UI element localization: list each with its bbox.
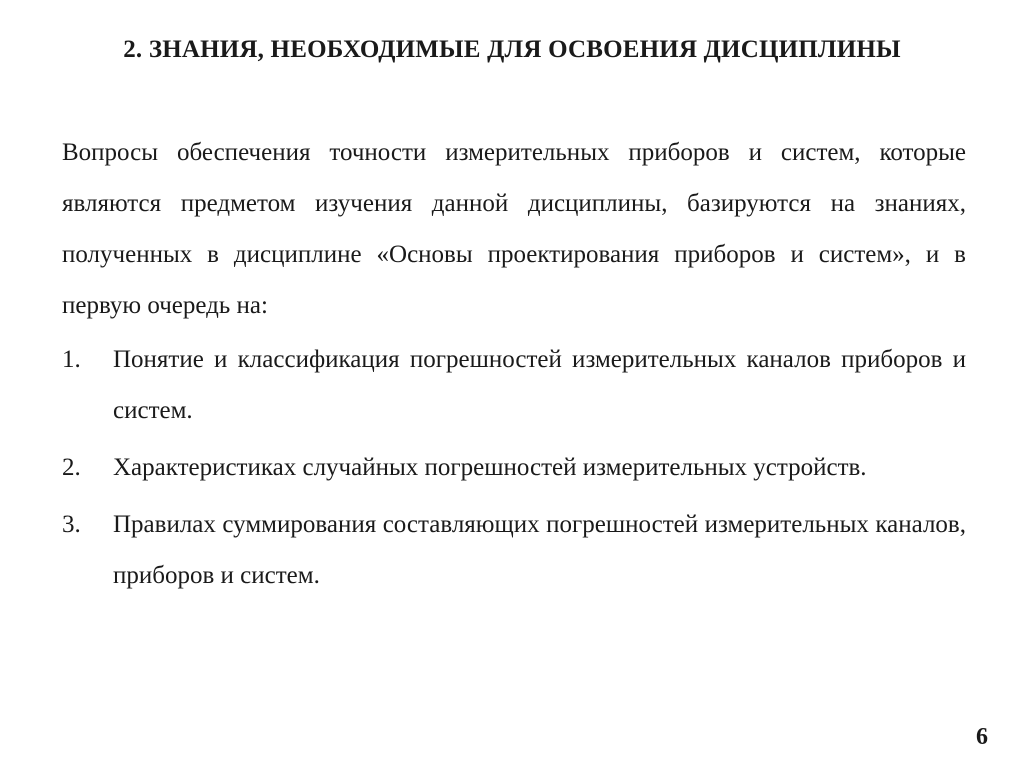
- page-number: 6: [976, 724, 988, 750]
- list-item-number: 3.: [62, 511, 81, 538]
- list-item: [62, 499, 966, 601]
- list-item-number: 2.: [62, 454, 81, 481]
- list-item-text: Понятие и классификация погрешностей измерительных каналов приборов и систем.: [113, 346, 966, 424]
- list-item-text: Правилах суммирования составляющих погрешностей измерительных каналов, приборов и систем.: [113, 511, 966, 589]
- knowledge-list: [62, 334, 966, 607]
- list-item: [62, 442, 966, 493]
- list-item: [62, 334, 966, 436]
- list-item-number: 1.: [62, 346, 81, 373]
- list-item-text: Характеристиках случайных погрешностей измерительных устройств.: [113, 454, 867, 481]
- intro-paragraph: Вопросы обеспечения точности измерительных приборов и систем, которые являются предметом изучения данной дисциплины, базируются на знаниях, полученных в дисциплине «Основы проектирования приборов и систем», и в первую очередь на:: [62, 139, 966, 319]
- slide-title: 2. ЗНАНИЯ, НЕОБХОДИМЫЕ ДЛЯ ОСВОЕНИЯ ДИСЦИПЛИНЫ: [123, 36, 901, 63]
